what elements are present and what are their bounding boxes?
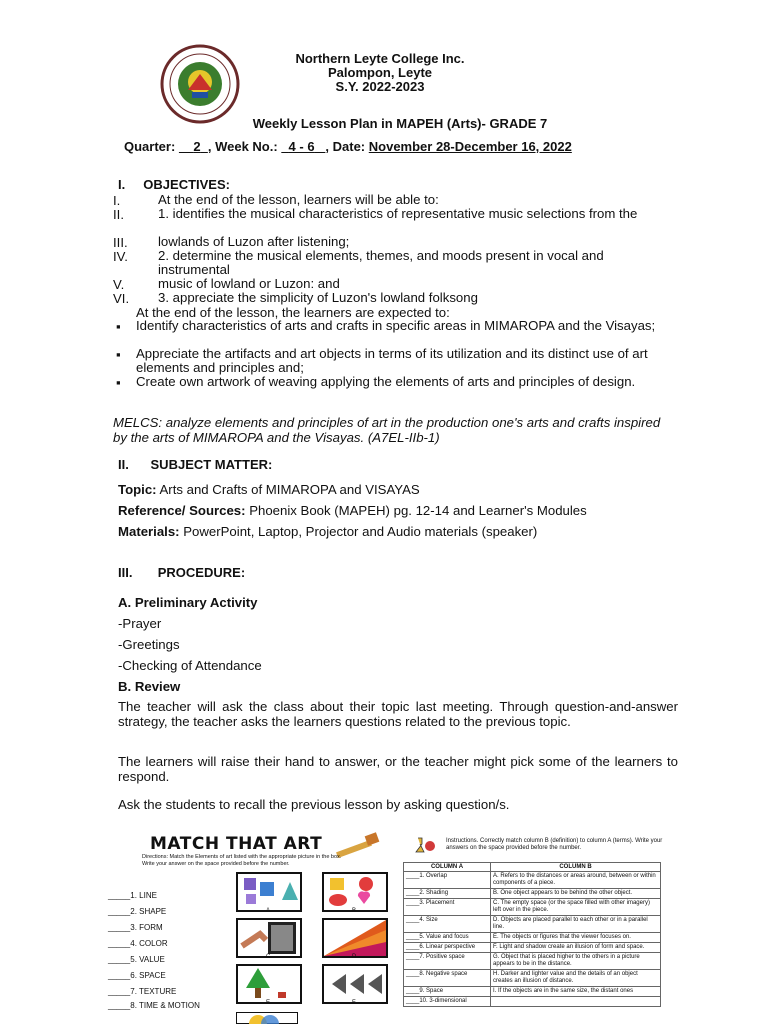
objective-1: At the end of the lesson, learners will be able to:: [158, 192, 439, 207]
reference-line: Reference/ Sources: Phoenix Book (MAPEH) pg. 12-14 and Learner's Modules: [118, 503, 587, 518]
term-value: _____5. VALUE: [108, 955, 165, 964]
picture-box-f: [322, 964, 388, 1004]
topic-line: Topic: Arts and Crafts of MIMAROPA and VISAYAS: [118, 482, 420, 497]
roman-2: II.: [113, 207, 124, 222]
table-row: ____5. Value and focus E. The objects or figures that the viewer focuses on.: [404, 933, 661, 943]
school-year: S.Y. 2022-2023: [335, 79, 425, 94]
column-a-header: COLUMN A: [404, 863, 491, 872]
roman-4: IV.: [113, 249, 128, 264]
table-row: ____2. Shading B. One object appears to be behind the other object.: [404, 889, 661, 899]
prelim-item-2: -Greetings: [118, 637, 180, 652]
box-label-f: F: [352, 1000, 356, 1006]
column-b-header: COLUMN B: [491, 863, 661, 872]
box-label-d: D: [352, 954, 357, 960]
picture-box-a: [236, 872, 302, 912]
term-time-motion: _____8. TIME & MOTION: [108, 1001, 200, 1010]
college-seal: [160, 44, 240, 124]
roman-5: V.: [113, 277, 125, 292]
box-label-e: E: [266, 1000, 271, 1006]
term-line: _____1. LINE: [108, 891, 157, 900]
table-row: ____7. Positive space G. Object that is placed higher to the others in a picture appears to be in the distance.: [404, 953, 661, 970]
week-label: , Week No.:: [207, 139, 278, 154]
table-row: ____10. 3-dimensional: [404, 997, 661, 1007]
quarter-label: Quarter:: [124, 139, 176, 154]
table-row: ____4. Size D. Objects are placed parallel to each other or in a parallel line.: [404, 916, 661, 933]
objective-2: 1. identifies the musical characteristics of representative music selections from the: [158, 206, 638, 221]
flask-icon: [414, 836, 436, 857]
school-name: Northern Leyte College Inc.: [295, 51, 465, 66]
picture-box-c: [236, 918, 302, 958]
bullet-mark: ▪: [116, 319, 121, 334]
bullet-item-3: Create own artwork of weaving applying the elements of arts and principles of design.: [136, 374, 636, 389]
table-row: ____9. Space I. If the objects are in the same size, the distant ones: [404, 987, 661, 997]
objective-3: lowlands of Luzon after listening;: [158, 234, 350, 249]
roman-3: III.: [113, 235, 128, 250]
prelim-item-3: -Checking of Attendance: [118, 658, 262, 673]
table-row: ____8. Negative space H. Darker and lighter value and the details of an object creates an illusion of distance.: [404, 970, 661, 987]
bullet-mark: ▪: [116, 347, 121, 362]
table-row: ____6. Linear perspective F. Light and shadow create an illusion of form and space.: [404, 943, 661, 953]
picture-box-e: [236, 964, 302, 1004]
school-location: Palompon, Leyte: [327, 65, 433, 80]
instructions-text: Instructions. Correctly match column B (definition) to column A (terms). Write your answers on the space provided before the number.: [446, 838, 663, 851]
lesson-plan-title: Weekly Lesson Plan in MAPEH (Arts)- GRADE 7: [252, 116, 548, 131]
bullet-item-2: Appreciate the artifacts and art objects in terms of its utilization and its distinct use of art elements and principles and;: [136, 346, 648, 375]
week-value: 4 - 6: [288, 139, 315, 154]
melcs-text: MELCS: analyze elements and principles of art in the production one's arts and crafts inspired by the arts of MIMAROPA and the Visayas. (A7EL-IIb-1): [113, 415, 661, 445]
worksheet-title: MATCH THAT ART: [150, 834, 323, 854]
table-row: ____3. Placement C. The empty space (or the space filled with other imagery) left over in the piece.: [404, 899, 661, 916]
term-space: _____6. SPACE: [108, 971, 166, 980]
objective-5: music of lowland or Luzon: and: [158, 276, 340, 291]
term-form: _____3. FORM: [108, 923, 163, 932]
roman-6: VI.: [113, 291, 130, 306]
picture-box-b: [322, 872, 388, 912]
worksheet-directions: Directions: Match the Elements of art listed with the appropriate picture in the box. Write your answer on the space provided before the number.: [142, 854, 342, 867]
picture-box-d: [322, 918, 388, 958]
procedure-heading: III. PROCEDURE:: [118, 565, 246, 580]
roman-1: I.: [113, 193, 121, 208]
quarter-value: 2: [193, 139, 201, 154]
picture-box-g-partial: [236, 1012, 298, 1024]
term-shape: _____2. SHAPE: [108, 907, 167, 916]
review-heading: B. Review: [118, 679, 181, 694]
term-texture: _____7. TEXTURE: [108, 987, 177, 996]
date-value: November 28-December 16, 2022: [368, 139, 572, 154]
preliminary-heading: A. Preliminary Activity: [118, 595, 258, 610]
table-row: ____1. Overlap A. Refers to the distances or areas around, between or within components of a piece.: [404, 872, 661, 889]
prelim-item-1: -Prayer: [118, 616, 162, 631]
date-label: , Date:: [325, 139, 366, 154]
bullet-mark: ▪: [116, 375, 121, 390]
objective-6: 3. appreciate the simplicity of Luzon's lowland folksong: [158, 290, 478, 305]
matching-table: [403, 862, 661, 1007]
meta-line: [124, 139, 572, 154]
box-label-a: A: [266, 908, 271, 914]
box-label-b: B: [352, 908, 357, 914]
term-color: _____4. COLOR: [108, 939, 168, 948]
box-label-c: C: [266, 954, 271, 960]
review-paragraph-1: The teacher will ask the class about their topic last meeting. Through question-and-answer strategy, the teacher asks the learners questions related to the previous topic.: [118, 699, 678, 729]
review-paragraph-2: The learners will raise their hand to answer, or the teacher might pick some of the learners to respond.: [118, 754, 678, 784]
objectives-intro2: At the end of the lesson, the learners are expected to:: [136, 305, 450, 320]
review-paragraph-3: Ask the students to recall the previous lesson by asking question/s.: [118, 797, 510, 812]
objective-4: 2. determine the musical elements, themes, and moods present in vocal and instrumental: [158, 248, 604, 277]
subject-heading: II. SUBJECT MATTER:: [118, 457, 273, 472]
materials-line: Materials: PowerPoint, Laptop, Projector and Audio materials (speaker): [118, 524, 538, 539]
objectives-heading: I. OBJECTIVES:: [118, 177, 230, 192]
bullet-item-1: Identify characteristics of arts and crafts in specific areas in MIMAROPA and the Visayas;: [136, 318, 656, 333]
